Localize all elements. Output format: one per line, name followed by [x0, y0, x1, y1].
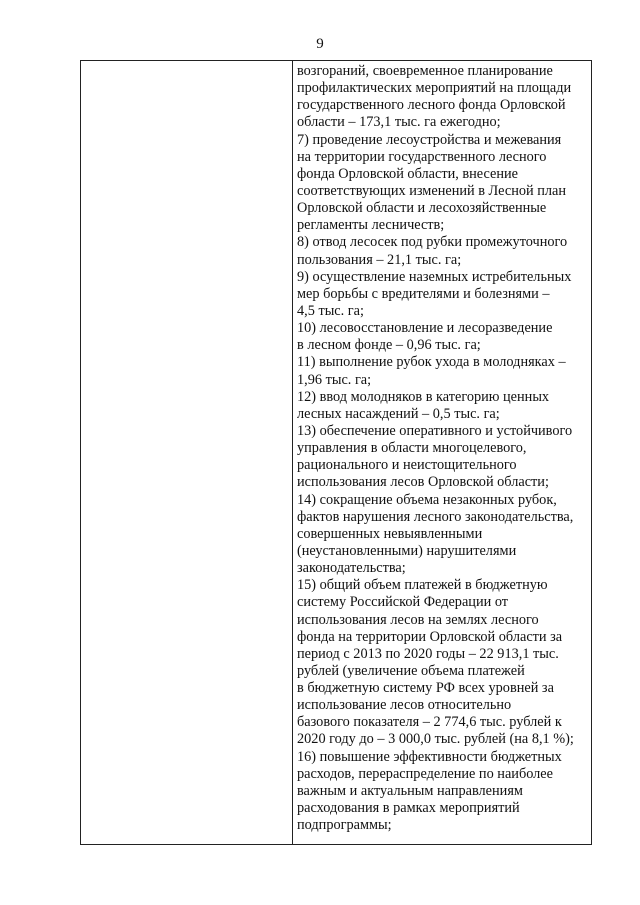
text-line: рационального и неистощительного	[297, 457, 517, 474]
text-line: области – 173,1 тыс. га ежегодно;	[297, 114, 501, 131]
text-line: 13) обеспечение оперативного и устойчивого	[297, 422, 573, 439]
text-line: (неустановленными) нарушителями	[297, 542, 517, 559]
table-right-cell	[297, 63, 597, 834]
text-line: систему Российской Федерации от	[297, 594, 509, 611]
text-line: 1,96 тыс. га;	[297, 371, 372, 388]
text-line: подпрограммы;	[297, 817, 392, 834]
text-line: фонда на территории Орловской области за	[297, 628, 563, 645]
table-left-cell	[81, 61, 292, 844]
text-line: базового показателя – 2 774,6 тыс. рублей к	[297, 714, 562, 731]
text-line: 8) отвод лесосек под рубки промежуточного	[297, 234, 568, 251]
text-line: 7) проведение лесоустройства и межевания	[297, 131, 562, 148]
page-number: 9	[316, 36, 324, 52]
text-line: 15) общий объем платежей в бюджетную	[297, 577, 548, 594]
document-table	[80, 60, 592, 845]
text-line: 14) сокращение объема незаконных рубок,	[297, 491, 557, 508]
text-line: в лесном фонде – 0,96 тыс. га;	[297, 337, 481, 354]
text-line: совершенных невыявленными	[297, 525, 483, 542]
text-line: государственного лесного фонда Орловской	[297, 97, 566, 114]
text-line: пользования – 21,1 тыс. га;	[297, 251, 462, 268]
text-line: 16) повышение эффективности бюджетных	[297, 748, 562, 765]
text-line: 4,5 тыс. га;	[297, 302, 364, 319]
text-line: в бюджетную систему РФ всех уровней за	[297, 680, 554, 697]
text-line: законодательства;	[297, 560, 406, 577]
text-line: фактов нарушения лесного законодательства,	[297, 508, 574, 525]
text-line: соответствующих изменений в Лесной план	[297, 182, 566, 199]
text-line: использование лесов относительно	[297, 697, 512, 714]
text-line: 12) ввод молодняков в категорию ценных	[297, 388, 550, 405]
column-divider	[292, 61, 293, 844]
text-line: 10) лесовосстановление и лесоразведение	[297, 320, 553, 337]
text-line: расходования в рамках мероприятий	[297, 800, 520, 817]
text-line: рублей (увеличение объема платежей	[297, 662, 525, 679]
text-line: на территории государственного лесного	[297, 148, 547, 165]
text-line: 9) осуществление наземных истребительных	[297, 268, 572, 285]
text-line: регламенты лесничеств;	[297, 217, 445, 234]
text-line: управления в области многоцелевого,	[297, 440, 527, 457]
text-line: мер борьбы с вредителями и болезнями –	[297, 285, 550, 302]
text-line: расходов, перераспределение по наиболее	[297, 765, 554, 782]
text-line: использования лесов Орловской области;	[297, 474, 549, 491]
text-line: возгораний, своевременное планирование	[297, 63, 553, 79]
text-line: период с 2013 по 2020 годы – 22 913,1 тыс.	[297, 645, 559, 662]
text-line: важным и актуальным направлениям	[297, 782, 523, 799]
text-line: лесных насаждений – 0,5 тыс. га;	[297, 405, 500, 422]
text-line: 11) выполнение рубок ухода в молодняках –	[297, 354, 566, 371]
text-line: Орловской области и лесохозяйственные	[297, 200, 547, 217]
text-line: использования лесов на землях лесного	[297, 611, 539, 628]
text-line: профилактических мероприятий на площади	[297, 80, 572, 97]
text-line: фонда Орловской области, внесение	[297, 165, 518, 182]
text-line: 2020 году до – 3 000,0 тыс. рублей (на 8,1 %);	[297, 731, 574, 748]
